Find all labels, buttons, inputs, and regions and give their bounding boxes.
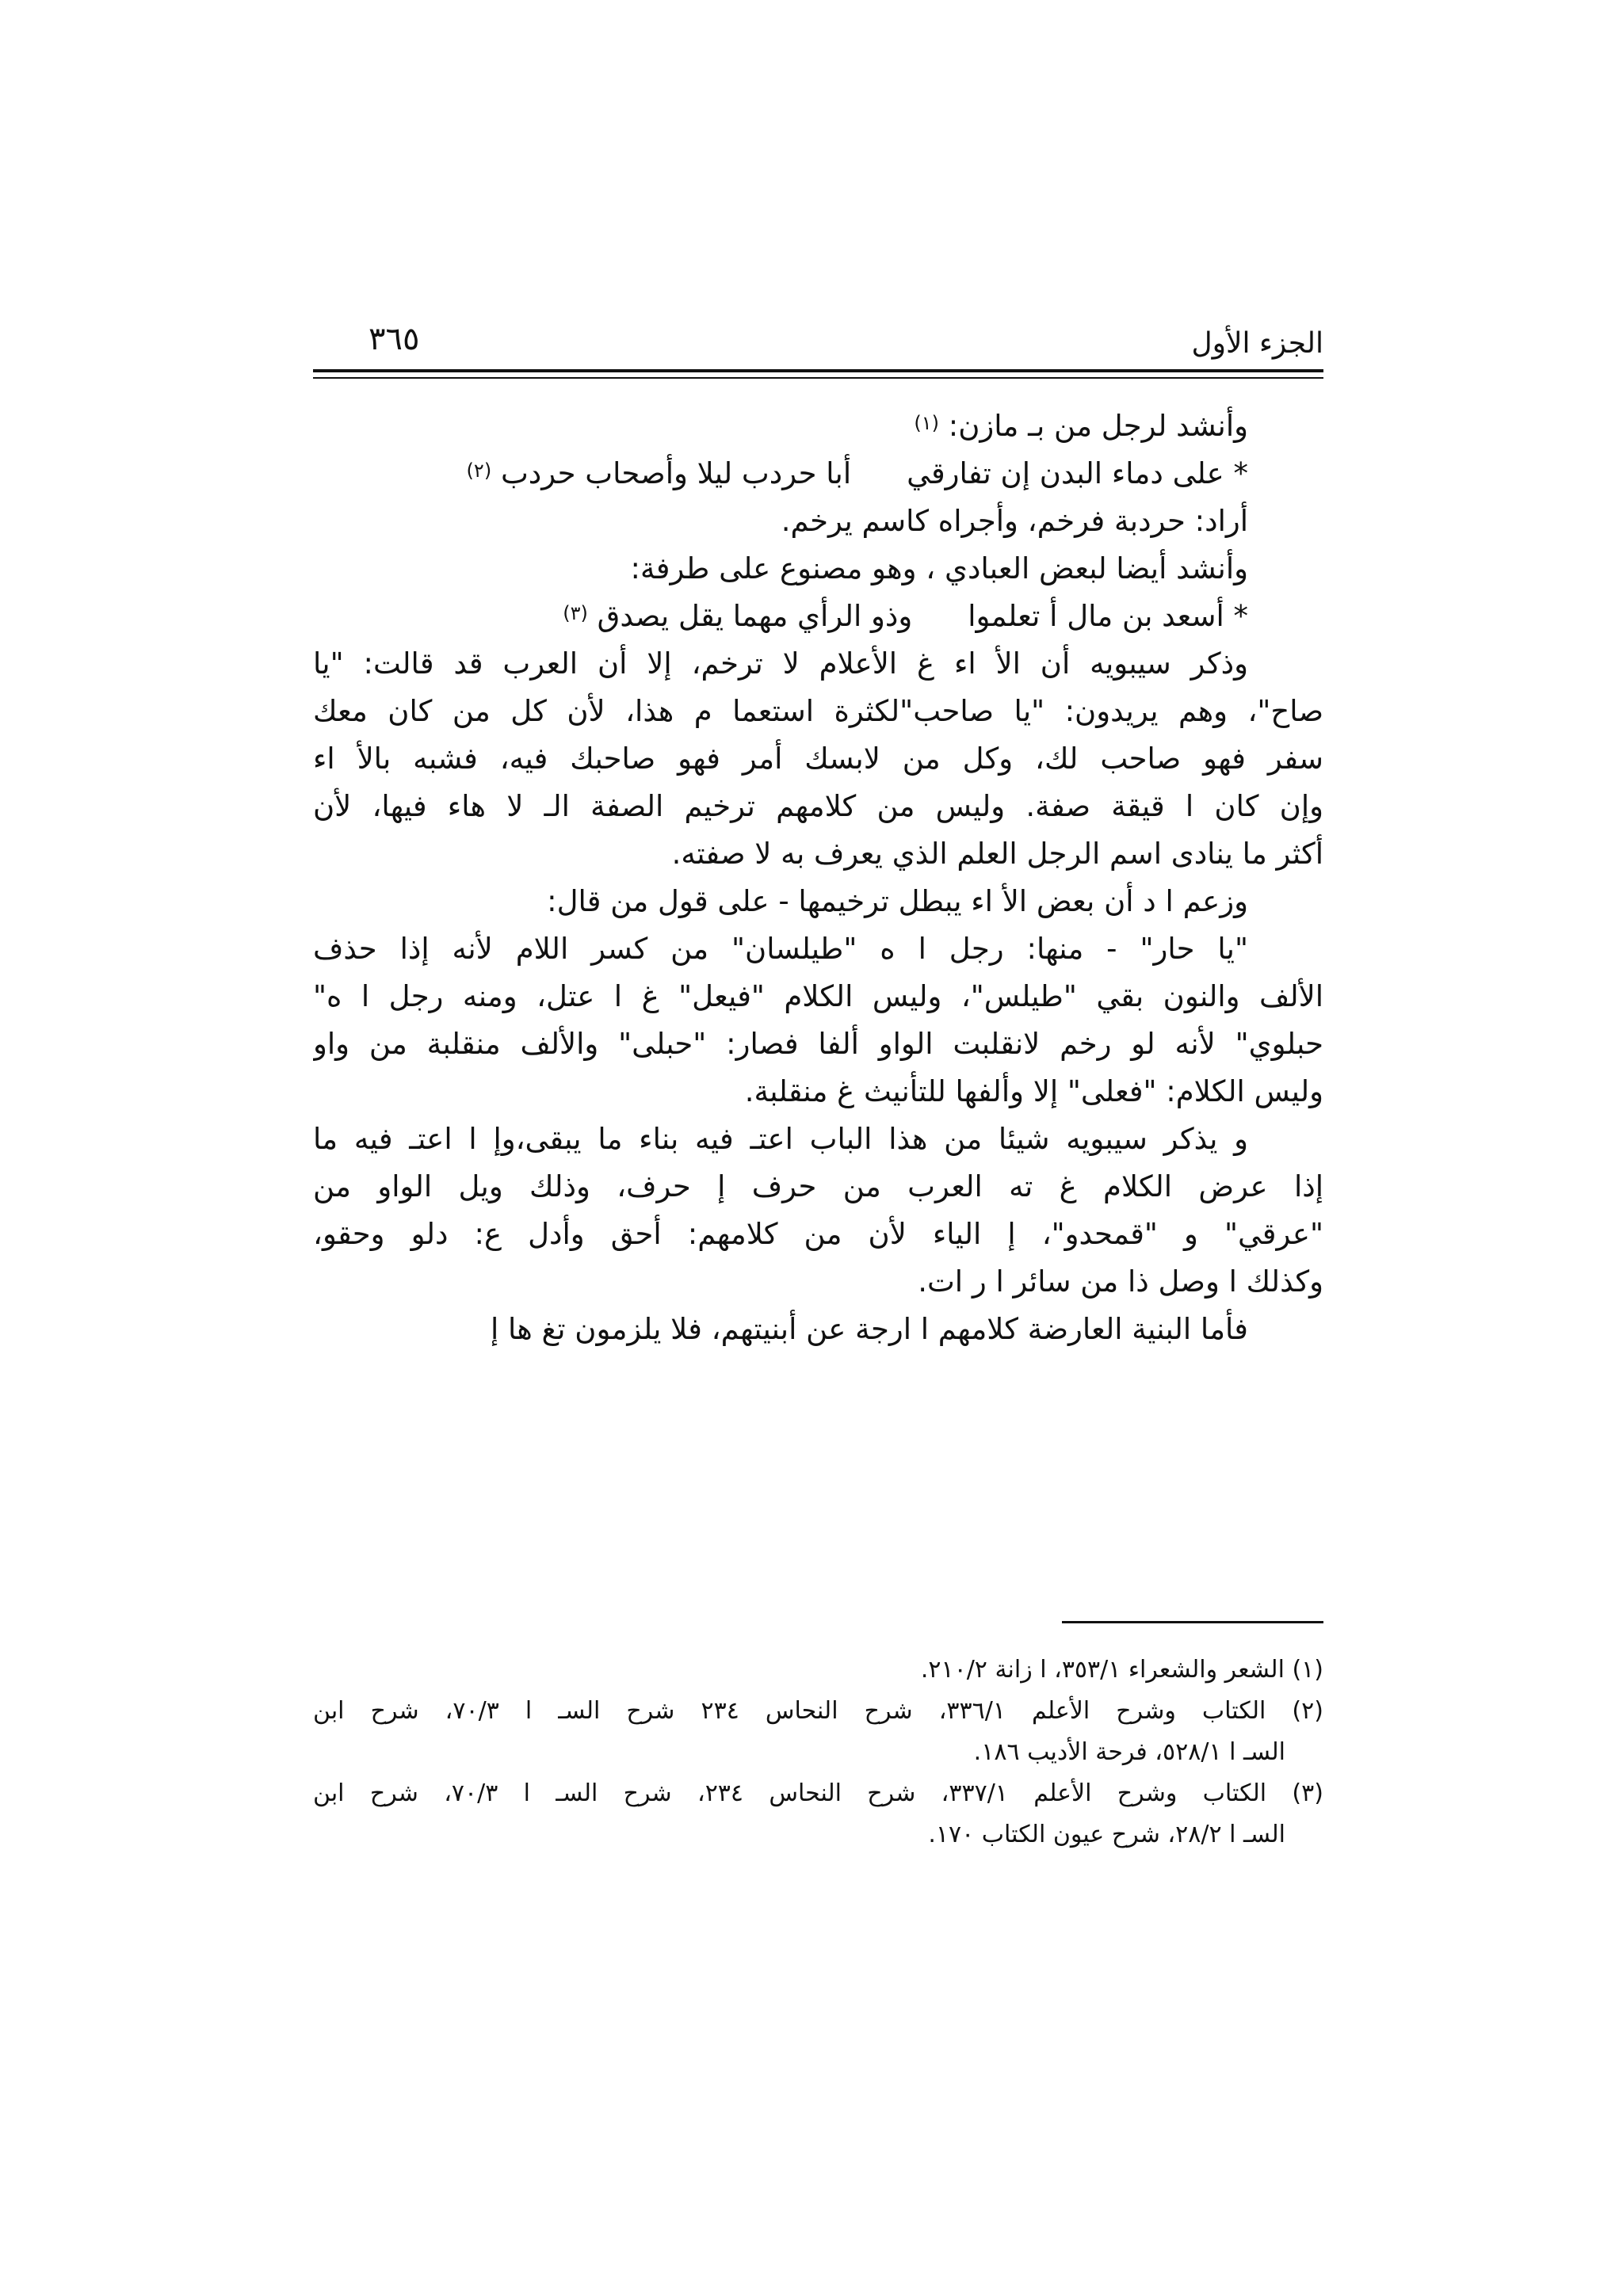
verse-line bbox=[313, 450, 1323, 498]
verse-hemistich-first: * على دماء البدن إن تفارقي bbox=[907, 456, 1248, 490]
footnote-continuation: السـ ا ٢٨/٢، شرح عيون الكتاب ١٧٠. bbox=[928, 1821, 1285, 1848]
text-line: و يذكر سيبويه شيئا من هذا الباب اعتـ فيه بناء ما يبقى،وإ ا اعتـ فيه ما bbox=[313, 1122, 1248, 1156]
main-text bbox=[313, 402, 1323, 1353]
text-line: وليس الكلام: "فعلى" إلا وألفها للتأنيث غ منقلبة. bbox=[744, 1074, 1323, 1108]
text-line: "عرقي" و "قمحدو"، إ الياء لأن من كلامهم: أحق وأدل ع: دلو وحقو، bbox=[313, 1217, 1323, 1251]
verse-line bbox=[313, 593, 1323, 640]
volume-title: الجزء الأول bbox=[1191, 327, 1323, 360]
text-line: وذكر سيبويه أن الأ اء غ الأعلام لا ترخم، إلا أن العرب قد قالت: "يا bbox=[313, 646, 1248, 681]
text-line: أراد: حردبة فرخم، وأجراه كاسم يرخم. bbox=[781, 504, 1248, 538]
footnote: (٣) الكتاب وشرح الأعلم ٣٣٧/١، شرح النحاس ٢٣٤، شرح السـ ا ٧٠/٣، شرح ابن bbox=[313, 1779, 1323, 1807]
text-line: إذا عرض الكلام غ ته العرب من حرف إ حرف، وذلك ويل الواو من bbox=[313, 1169, 1323, 1203]
text-line: وأنشد أيضا لبعض العبادي ، وهو مصنوع على طرفة: bbox=[630, 551, 1248, 585]
text-line: وإن كان ا قيقة صفة. وليس من كلامهم ترخيم الصفة الـ لا هاء فيها، لأن bbox=[313, 789, 1323, 823]
text-line: وزعم ا د أن بعض الأ اء يبطل ترخيمها - على قول من قال: bbox=[547, 884, 1248, 918]
text-line: الألف والنون بقي "طيلس"، وليس الكلام "فيعل" غ ا عتل، ومنه رجل ا ه" bbox=[313, 979, 1323, 1013]
footnote-marker: (٢) bbox=[466, 460, 492, 482]
text-line: حبلوي" لأنه لو رخم لانقلبت الواو ألفا فصار: "حبلى" والألف منقلبة من واو bbox=[313, 1027, 1323, 1061]
footnote-continuation: السـ ا ٥٢٨/١، فرحة الأديب ١٨٦. bbox=[973, 1738, 1285, 1766]
verse-hemistich-first: * أسعد بن مال أ تعلموا bbox=[968, 599, 1248, 633]
footnote-marker: (١) bbox=[914, 412, 940, 434]
footnote-marker: (٣) bbox=[563, 602, 588, 624]
text-line: سفر فهو صاحب لك، وكل من لابسك أمر فهو صاحبك فيه، فشبه بالأ اء bbox=[313, 742, 1323, 776]
page-number: ٣٦٥ bbox=[369, 321, 420, 357]
running-header bbox=[313, 321, 1323, 368]
text-line: وكذلك ا وصل ذا من سائر ا ر ات. bbox=[918, 1264, 1323, 1299]
verse-hemistich-second: وذو الرأي مهما يقل يصدق bbox=[587, 599, 913, 633]
header-rule-thin bbox=[313, 377, 1323, 379]
verse-hemistich-second: أبا حردب ليلا وأصحاب حردب bbox=[491, 456, 852, 490]
footnote-separator bbox=[1062, 1621, 1323, 1623]
text-line: فأما البنية العارضة كلامهم ا ارجة عن أبنيتهم، فلا يلزمون تغ ها إ bbox=[490, 1312, 1248, 1346]
text-line: أكثر ما ينادى اسم الرجل العلم الذي يعرف به لا صفته. bbox=[671, 837, 1323, 871]
text-line: "يا حار" - منها: رجل ا ه "طيلسان" من كسر اللام لأنه إذا حذف bbox=[313, 932, 1248, 966]
header-rule-thick bbox=[313, 369, 1323, 372]
footnote: (١) الشعر والشعراء ٣٥٣/١، ا زانة ٢١٠/٢. bbox=[920, 1656, 1323, 1684]
text-line: صاح"، وهم يريدون: "يا صاحب"لكثرة استعما م هذا، لأن كل من كان معك bbox=[313, 694, 1323, 728]
text-line: وأنشد لرجل من بـ مازن: $^{(١)}$ bbox=[914, 409, 1248, 443]
footnotes bbox=[313, 1650, 1323, 1855]
footnote: (٢) الكتاب وشرح الأعلم ٣٣٦/١، شرح النحاس ٢٣٤ شرح السـ ا ٧٠/٣، شرح ابن bbox=[313, 1697, 1323, 1725]
